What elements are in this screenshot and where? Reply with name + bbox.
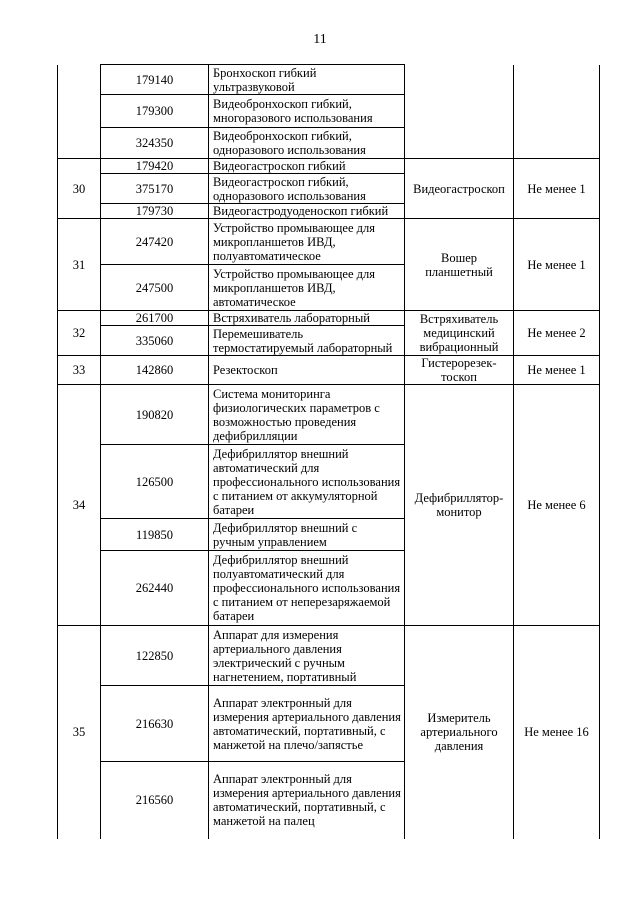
qty-cell: Не менее 1 (514, 356, 600, 385)
code-cell: 122850 (101, 626, 209, 686)
code-cell: 261700 (101, 311, 209, 326)
name-cell: Дефибриллятор внешний полуавтоматический для профессионального использования с питанием от неперезаряжаемой батареи (209, 551, 405, 626)
name-cell: Видеогастроскоп гибкий, одноразового использования (209, 174, 405, 204)
row-number-cell: 33 (58, 356, 101, 385)
type-cell: Видеогастроскоп (405, 159, 514, 219)
name-cell: Бронхоскоп гибкий ультразвуковой (209, 65, 405, 95)
name-cell: Аппарат электронный для измерения артериального давления автоматический, портативный, с манжетой на плечо/запястье (209, 686, 405, 762)
name-cell: Видеогастроскоп гибкий (209, 159, 405, 174)
type-cell: Дефибриллятор-монитор (405, 385, 514, 626)
code-cell: 142860 (101, 356, 209, 385)
qty-cell: Не менее 1 (514, 219, 600, 311)
name-cell: Видеобронхоскоп гибкий, одноразового использования (209, 128, 405, 159)
table-row (58, 219, 600, 265)
code-cell: 179140 (101, 65, 209, 95)
code-cell: 324350 (101, 128, 209, 159)
table-row (58, 65, 600, 95)
qty-cell: Не менее 2 (514, 311, 600, 356)
row-number-cell: 31 (58, 219, 101, 311)
qty-cell: Не менее 16 (514, 626, 600, 839)
row-number-cell: 35 (58, 626, 101, 839)
code-cell: 216560 (101, 762, 209, 839)
qty-cell (514, 65, 600, 159)
name-cell: Система мониторинга физиологических параметров с возможностью проведения дефибрилляции (209, 385, 405, 445)
type-cell (405, 65, 514, 159)
code-cell: 335060 (101, 326, 209, 356)
name-cell: Дефибриллятор внешний автоматический для профессионального использования с питанием от аккумуляторной батареи (209, 445, 405, 519)
page-number: 11 (313, 32, 327, 47)
name-cell: Встряхиватель лабораторный (209, 311, 405, 326)
code-cell: 119850 (101, 519, 209, 551)
code-cell: 216630 (101, 686, 209, 762)
code-cell: 190820 (101, 385, 209, 445)
table-row (58, 385, 600, 445)
name-cell: Резектоскоп (209, 356, 405, 385)
name-cell: Дефибриллятор внешний с ручным управлением (209, 519, 405, 551)
row-number-cell: 34 (58, 385, 101, 626)
code-cell: 179730 (101, 204, 209, 219)
code-cell: 179420 (101, 159, 209, 174)
type-cell: Встряхиватель медицинский вибрационный (405, 311, 514, 356)
code-cell: 247420 (101, 219, 209, 265)
qty-cell: Не менее 1 (514, 159, 600, 219)
name-cell: Видеобронхоскоп гибкий, многоразового использования (209, 95, 405, 128)
name-cell: Видеогастродуоденоскоп гибкий (209, 204, 405, 219)
type-cell: Измеритель артериального давления (405, 626, 514, 839)
qty-cell: Не менее 6 (514, 385, 600, 626)
name-cell: Устройство промывающее для микропланшетов ИВД, автоматическое (209, 265, 405, 311)
type-cell: Гистерорезек-тоскоп (405, 356, 514, 385)
code-cell: 126500 (101, 445, 209, 519)
code-cell: 247500 (101, 265, 209, 311)
type-cell: Вошер планшетный (405, 219, 514, 311)
code-cell: 375170 (101, 174, 209, 204)
row-number-cell: 30 (58, 159, 101, 219)
row-number-cell: 32 (58, 311, 101, 356)
row-number-cell (58, 65, 101, 159)
name-cell: Аппарат электронный для измерения артериального давления автоматический, портативный, с манжетой на палец (209, 762, 405, 839)
equipment-table (57, 64, 600, 839)
table-row (58, 159, 600, 174)
name-cell: Перемешиватель термостатируемый лабораторный (209, 326, 405, 356)
code-cell: 179300 (101, 95, 209, 128)
table-row (58, 626, 600, 686)
name-cell: Аппарат для измерения артериального давления электрический с ручным нагнетением, портативный (209, 626, 405, 686)
name-cell: Устройство промывающее для микропланшетов ИВД, полуавтоматическое (209, 219, 405, 265)
code-cell: 262440 (101, 551, 209, 626)
table-row (58, 356, 600, 385)
table-row (58, 311, 600, 326)
